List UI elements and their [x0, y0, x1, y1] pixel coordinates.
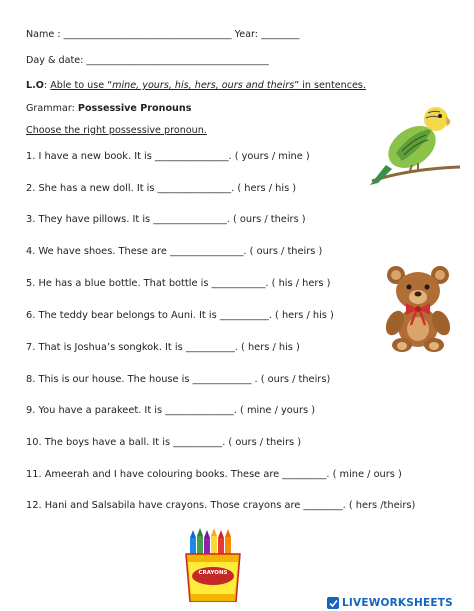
learning-objective	[26, 80, 366, 92]
question-1[interactable]: 1. I have a new book. It is _______________. ( yours / mine )	[26, 151, 310, 162]
grammar-label: Grammar:	[26, 103, 75, 114]
parakeet-illustration	[368, 95, 464, 187]
lo-colon: :	[43, 80, 48, 91]
date-field[interactable]: ______________________________________	[86, 55, 269, 66]
year-label: Year:	[234, 29, 258, 40]
question-12[interactable]: 12. Hani and Salsabila have crayons. Those crayons are ________. ( hers /theirs)	[26, 500, 416, 511]
lo-text-before: Able to use “	[50, 80, 113, 91]
name-field[interactable]: ___________________________________	[63, 29, 232, 40]
crayon-box-illustration	[184, 528, 242, 602]
name-label: Name :	[26, 29, 61, 40]
question-9[interactable]: 9. You have a parakeet. It is ______________. ( mine / yours )	[26, 405, 316, 416]
grammar-line	[26, 103, 191, 115]
question-5[interactable]: 5. He has a blue bottle. That bottle is ___________. ( his / hers )	[26, 278, 331, 289]
date-label: Day & date:	[26, 55, 84, 66]
question-10[interactable]: 10. The boys have a ball. It is __________. ( ours / theirs )	[26, 437, 302, 448]
lo-text	[50, 80, 366, 91]
lo-text-after: ” in sentences.	[294, 80, 366, 91]
lo-text-italic: mine, yours, his, hers, ours and theirs	[112, 80, 295, 91]
liveworksheets-logo-icon	[327, 597, 339, 609]
question-7[interactable]: 7. That is Joshua’s songkok. It is __________. ( hers / his )	[26, 342, 300, 353]
question-2[interactable]: 2. She has a new doll. It is _______________. ( hers / his )	[26, 183, 297, 194]
grammar-topic: Possessive Pronouns	[77, 103, 192, 114]
instruction: Choose the right possessive pronoun.	[26, 125, 207, 136]
question-4[interactable]: 4. We have shoes. These are _______________. ( ours / theirs )	[26, 246, 323, 257]
date-line	[26, 55, 269, 67]
liveworksheets-brand: LIVEWORKSHEETS	[342, 597, 453, 609]
teddy-bear-illustration	[378, 263, 460, 353]
crayon-box-label: CRAYONS	[198, 570, 228, 576]
question-3[interactable]: 3. They have pillows. It is _______________. ( ours / theirs )	[26, 214, 306, 225]
liveworksheets-footer[interactable]	[327, 596, 453, 610]
question-8[interactable]: 8. This is our house. The house is ____________ . ( ours / theirs)	[26, 374, 331, 385]
year-field[interactable]: ________	[261, 29, 300, 40]
name-line	[26, 29, 299, 41]
question-11[interactable]: 11. Ameerah and I have colouring books. These are _________. ( mine / ours )	[26, 469, 402, 480]
question-6[interactable]: 6. The teddy bear belongs to Auni. It is __________. ( hers / his )	[26, 310, 334, 321]
lo-label: L.O	[26, 80, 44, 91]
